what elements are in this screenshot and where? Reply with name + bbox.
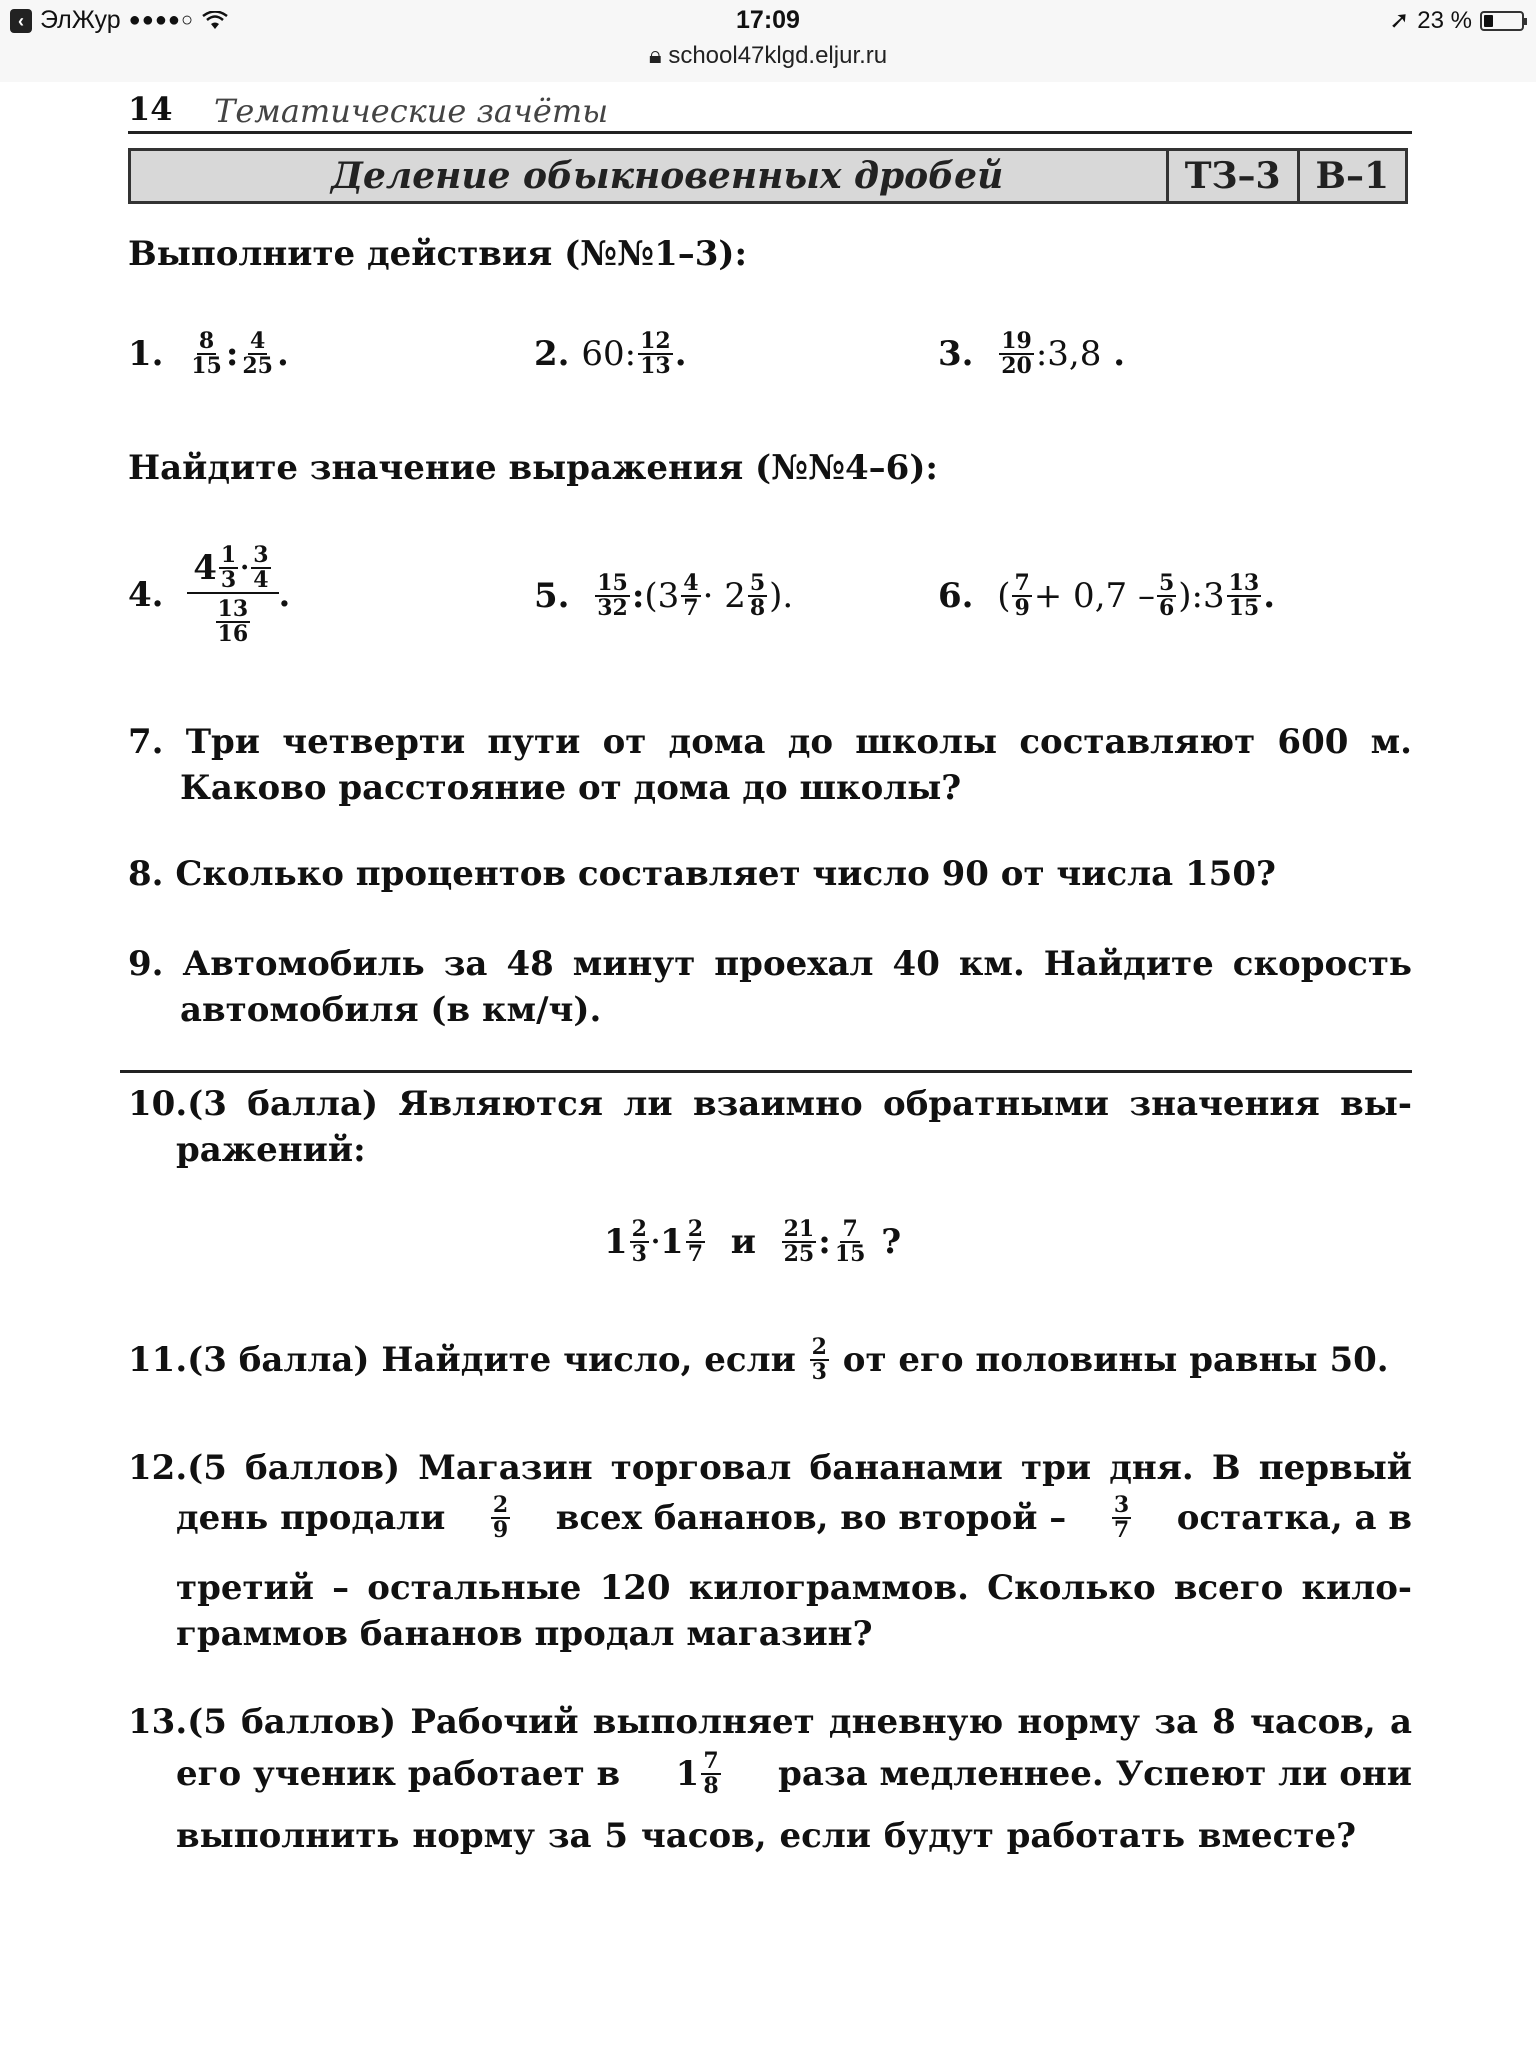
problem-7-line-2: Каково расстояние от дома до школы? [180, 768, 962, 808]
url-text[interactable]: school47klgd.eljur.ru [668, 42, 888, 69]
status-bar [0, 0, 1536, 82]
problem-12-line-4: граммов бананов продал магазин? [176, 1614, 873, 1654]
exercise-number: 2. [534, 334, 570, 375]
exercise-number: 6. [938, 576, 974, 617]
problem-11: 11.(3 балла) Найдите число, если 2 3 от его половины равны 50. [128, 1334, 1389, 1386]
fraction: 4 25 [242, 328, 273, 380]
exercise-number: 5. [534, 576, 570, 617]
battery-icon [1480, 11, 1524, 31]
fraction: 12 13 [640, 328, 671, 380]
problem-9-line-2: автомобиля (в км/ч). [180, 990, 602, 1030]
section-title: Деление обыкновенных дробей [331, 155, 1004, 197]
clock: 17:09 [736, 6, 800, 34]
problem-12-line-2: день продали 2 9 всех бананов, во второй – 3 7 остатка, а в [176, 1492, 1412, 1544]
exercise-number: 4. [128, 575, 164, 616]
test-code: ТЗ–3 [1166, 151, 1297, 201]
exercise-3: 3. 19 20 :3,8 . [938, 328, 1126, 380]
problem-10-line-1: 10.(3 балла) Являются ли взаимно обратными значения вы- [128, 1084, 1412, 1124]
url-bar[interactable] [0, 42, 1536, 70]
problem-12-line-1: 12.(5 баллов) Магазин торговал бананами три дня. В первый [128, 1448, 1412, 1488]
problem-13-line-1: 13.(5 баллов) Рабочий выполняет дневную норму за 8 часов, а [128, 1702, 1412, 1742]
signal-icon: ●●●●○ [128, 9, 195, 31]
problem-8: 8. Сколько процентов составляет число 90 от числа 150? [128, 854, 1276, 894]
exercise-number: 1. [128, 334, 164, 375]
fraction: 8 15 [191, 328, 222, 380]
problem-9-line-1: 9. Автомобиль за 48 минут проехал 40 км. Найдите скорость [128, 944, 1412, 984]
heading-actions: Выполните действия (№№1–3): [128, 234, 748, 274]
section-banner [128, 148, 1408, 204]
problem-10-line-2: ражений: [176, 1130, 366, 1170]
variant-code: В–1 [1297, 151, 1405, 201]
problem-7-line-1: 7. Три четверти пути от дома до школы составляют 600 м. [128, 722, 1412, 762]
page-number: 14 [128, 90, 173, 128]
page-header [128, 88, 1412, 134]
complex-fraction: 4 1 3 · 3 4 13 16 [187, 544, 278, 646]
problem-12-line-3: третий – остальные 120 килограммов. Сколько всего кило- [176, 1568, 1412, 1608]
status-right [1389, 6, 1524, 35]
fraction: 19 20 [1001, 328, 1032, 380]
problem-13-line-2: его ученик работает в 1 7 8 раза медленнее. Успеют ли они [176, 1748, 1412, 1800]
exercise-number: 3. [938, 334, 974, 375]
back-icon[interactable]: ‹ [10, 9, 32, 33]
exercise-5: 5. 15 32 : (3 4 7 · 2 5 8 ). [534, 570, 794, 622]
problem-10-expression: 1 2 3 · 1 2 7 и 21 25 : 7 15 ? [604, 1216, 902, 1268]
exercise-6: 6. ( 7 9 + 0,7 – 5 6 ):3 13 15 . [938, 570, 1276, 622]
exercise-1: 1. 8 15 : 4 25 . [128, 328, 289, 380]
heading-expressions: Найдите значение выражения (№№4–6): [128, 448, 938, 488]
running-title: Тематические зачёты [214, 92, 609, 130]
exercise-2: 2. 60: 12 13 . [534, 328, 687, 380]
battery-percent: 23 % [1417, 6, 1472, 34]
lock-icon: 🔒︎ [648, 42, 662, 69]
exercise-4: 4. 4 1 3 · 3 4 13 16 . [128, 542, 291, 648]
location-icon: ➚ [1389, 7, 1410, 34]
back-app-label[interactable]: ЭлЖур [40, 6, 121, 34]
section-divider [120, 1070, 1412, 1073]
problem-13-line-3: выполнить норму за 5 часов, если будут работать вместе? [176, 1816, 1356, 1856]
